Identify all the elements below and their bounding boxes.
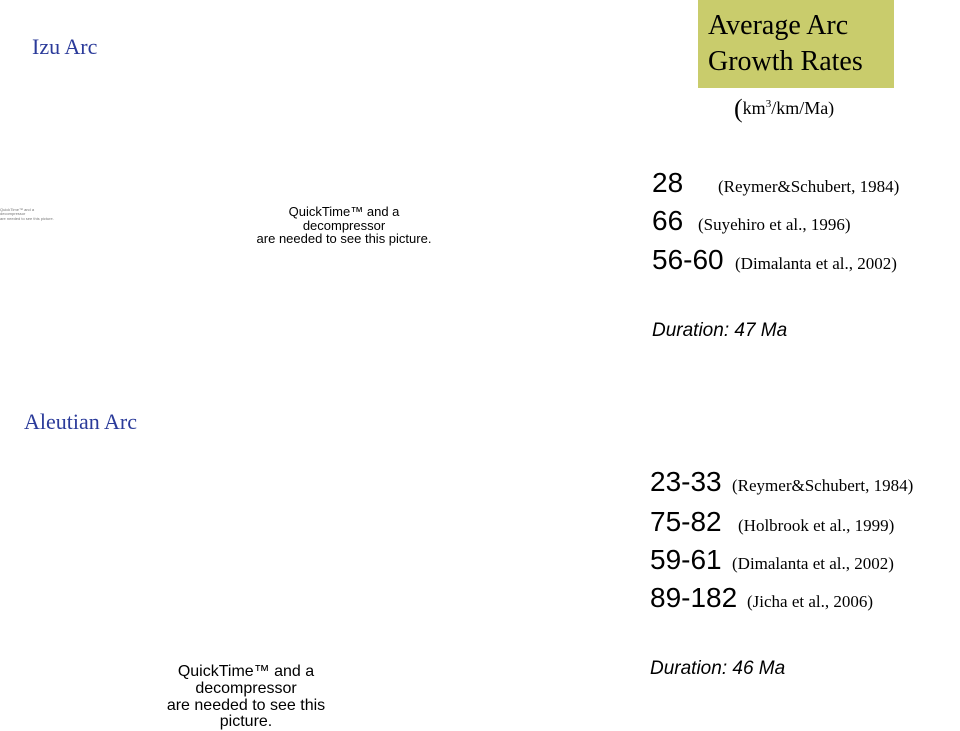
aleutian-rate-row <box>650 582 873 614</box>
izu-rate-citation: (Reymer&Schubert, 1984) <box>718 177 900 196</box>
izu-duration: Duration: 47 Ma <box>652 320 788 341</box>
aleutian-rate-row <box>650 506 894 538</box>
aleutian-rate-citation: (Jicha et al., 2006) <box>747 592 874 611</box>
izu-placeholder-large <box>234 205 454 246</box>
izu-rate-citation: (Suyehiro et al., 1996) <box>698 215 851 234</box>
aleutian-placeholder-line-3: are needed to see this picture. <box>166 696 326 731</box>
aleutian-rate-value: 23-33 <box>650 466 722 497</box>
izu-placeholder-line-3: are needed to see this picture. <box>256 231 432 247</box>
izu-placeholder-line-1: QuickTime™ and a <box>288 204 400 219</box>
aleutian-rate-citation: (Dimalanta et al., 2002) <box>732 554 894 573</box>
aleutian-rate-value: 89-182 <box>650 582 738 613</box>
izu-placeholder-small-line-2: decompressor <box>0 211 26 217</box>
aleutian-rate-citation: (Holbrook et al., 1999) <box>738 516 895 535</box>
izu-rate-value: 66 <box>652 205 684 236</box>
aleutian-rate-row <box>650 544 894 576</box>
aleutian-placeholder-line-1: QuickTime™ and a <box>177 663 315 680</box>
units-rest: /km/Ma) <box>771 98 835 118</box>
izu-arc-heading: Izu Arc <box>32 34 98 59</box>
aleutian-rate-row <box>650 466 913 498</box>
title-box <box>698 0 894 88</box>
izu-placeholder-small <box>0 208 70 221</box>
title-text <box>708 8 863 80</box>
aleutian-arc-heading: Aleutian Arc <box>24 409 138 434</box>
units-exponent: 3 <box>765 98 772 110</box>
aleutian-placeholder <box>146 664 346 731</box>
units-label <box>734 94 834 124</box>
izu-rate-value: 56-60 <box>652 244 724 275</box>
izu-rate-citation: (Dimalanta et al., 2002) <box>735 254 897 273</box>
aleutian-duration: Duration: 46 Ma <box>650 658 786 679</box>
units-open-paren: ( <box>734 94 743 123</box>
izu-rate-row <box>652 205 851 237</box>
izu-placeholder-small-line-3: are needed to see this picture. <box>0 215 54 221</box>
units-km: km <box>742 98 766 118</box>
aleutian-placeholder-line-2: decompressor <box>195 679 297 697</box>
izu-rate-row <box>652 167 899 199</box>
title-line-2: Growth Rates <box>708 46 863 77</box>
aleutian-rate-value: 75-82 <box>650 506 722 537</box>
title-line-1: Average Arc <box>708 10 849 41</box>
aleutian-rate-value: 59-61 <box>650 544 722 575</box>
izu-placeholder-small-line-1: QuickTime™ and a <box>0 207 35 212</box>
izu-rate-row <box>652 244 897 276</box>
izu-rate-value: 28 <box>652 167 684 198</box>
aleutian-rate-citation: (Reymer&Schubert, 1984) <box>732 476 914 495</box>
izu-placeholder-line-2: decompressor <box>302 217 386 233</box>
aleutian-placeholder-frame <box>146 663 346 731</box>
